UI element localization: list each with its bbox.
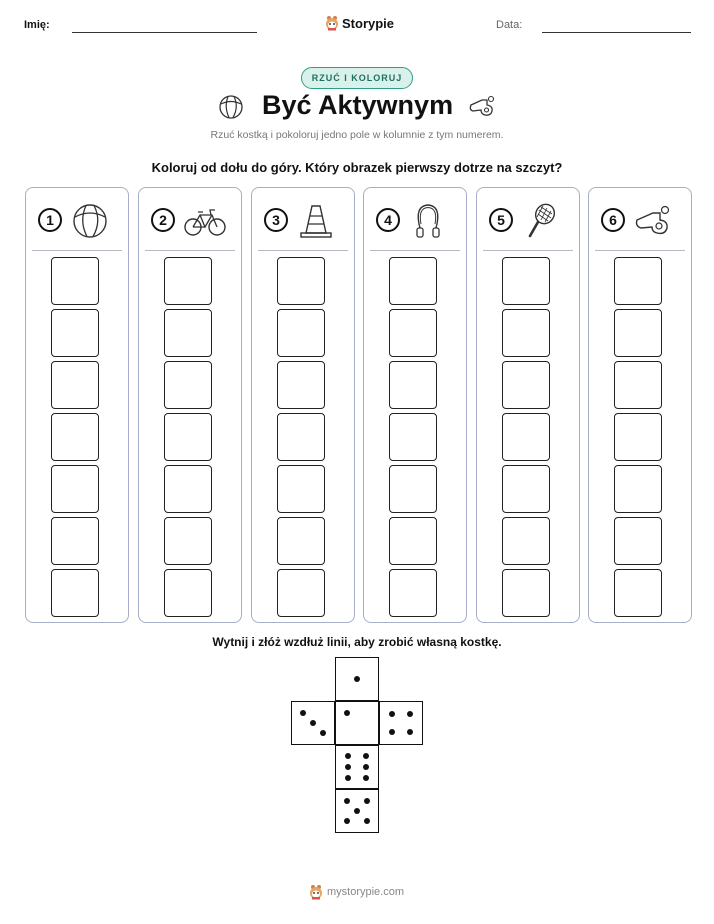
color-cell[interactable]	[51, 517, 99, 565]
color-cell[interactable]	[51, 569, 99, 617]
column-2	[138, 187, 242, 623]
column-4	[363, 187, 467, 623]
beach-ball-icon	[70, 202, 110, 240]
color-cell[interactable]	[277, 257, 325, 305]
color-cell[interactable]	[277, 517, 325, 565]
die-face-6	[335, 745, 379, 789]
pip	[364, 818, 370, 824]
die-face-1	[335, 657, 379, 701]
date-label: Data:	[496, 19, 523, 31]
color-cell[interactable]	[51, 257, 99, 305]
color-cell[interactable]	[614, 413, 662, 461]
traffic-cone-icon	[296, 202, 336, 240]
cut-instruction: Wytnij i złóż wzdłuż linii, aby zrobić własną kostkę.	[212, 635, 502, 649]
color-cell[interactable]	[277, 465, 325, 513]
color-cell[interactable]	[277, 309, 325, 357]
pip	[363, 775, 369, 781]
page-title: Być Aktywnym	[262, 90, 454, 120]
date-line[interactable]	[542, 32, 691, 33]
pip	[345, 775, 351, 781]
pip	[389, 729, 395, 735]
column-3	[251, 187, 355, 623]
name-line[interactable]	[72, 32, 257, 33]
pip	[389, 711, 395, 717]
color-cell[interactable]	[502, 309, 550, 357]
color-cell[interactable]	[502, 517, 550, 565]
color-cell[interactable]	[614, 465, 662, 513]
pip	[363, 764, 369, 770]
brand-name: Storypie	[342, 15, 395, 31]
color-cell[interactable]	[277, 569, 325, 617]
jump-rope-icon	[408, 202, 448, 240]
color-cell[interactable]	[277, 361, 325, 409]
color-cell[interactable]	[164, 361, 212, 409]
instruction: Koloruj od dołu do góry. Który obrazek pierwszy dotrze na szczyt?	[151, 160, 563, 175]
color-cell[interactable]	[51, 309, 99, 357]
color-cell[interactable]	[502, 569, 550, 617]
column-number: 1	[38, 208, 62, 232]
pip	[407, 729, 413, 735]
color-cell[interactable]	[277, 413, 325, 461]
column-5	[476, 187, 580, 623]
pip	[320, 730, 326, 736]
pip	[345, 753, 351, 759]
column-number: 6	[601, 208, 625, 232]
column-number: 5	[489, 208, 513, 232]
activity-badge: RZUĆ I KOLORUJ	[301, 67, 413, 89]
column-1	[25, 187, 129, 623]
color-cell[interactable]	[164, 569, 212, 617]
die-face-1	[335, 701, 379, 745]
column-number: 4	[376, 208, 400, 232]
column-divider	[258, 250, 348, 251]
column-divider	[483, 250, 573, 251]
color-cell[interactable]	[502, 413, 550, 461]
column-divider	[32, 250, 122, 251]
title-row	[0, 88, 714, 126]
color-cell[interactable]	[164, 517, 212, 565]
color-cell[interactable]	[389, 413, 437, 461]
column-divider	[595, 250, 685, 251]
pip	[363, 753, 369, 759]
whistle-icon	[633, 202, 673, 240]
column-divider	[145, 250, 235, 251]
color-cell[interactable]	[164, 413, 212, 461]
pip	[407, 711, 413, 717]
color-cell[interactable]	[51, 361, 99, 409]
pie-mascot-icon	[325, 15, 339, 31]
color-cell[interactable]	[502, 465, 550, 513]
column-number: 3	[264, 208, 288, 232]
footer-url[interactable]: mystorypie.com	[327, 886, 405, 898]
color-cell[interactable]	[614, 569, 662, 617]
die-face-3	[291, 701, 335, 745]
color-cell[interactable]	[389, 309, 437, 357]
color-cell[interactable]	[614, 257, 662, 305]
die-face-4	[379, 701, 423, 745]
pip	[344, 710, 350, 716]
color-cell[interactable]	[389, 569, 437, 617]
pip	[364, 798, 370, 804]
color-cell[interactable]	[502, 257, 550, 305]
pip	[300, 710, 306, 716]
pip	[354, 808, 360, 814]
pip	[310, 720, 316, 726]
color-cell[interactable]	[389, 465, 437, 513]
bicycle-icon	[183, 202, 227, 240]
color-cell[interactable]	[164, 465, 212, 513]
color-cell[interactable]	[51, 465, 99, 513]
tennis-racket-icon	[521, 202, 561, 240]
color-cell[interactable]	[614, 517, 662, 565]
column-divider	[370, 250, 460, 251]
footer	[309, 884, 404, 900]
color-cell[interactable]	[389, 257, 437, 305]
color-cell[interactable]	[614, 361, 662, 409]
beach-ball-icon	[218, 94, 244, 120]
color-cell[interactable]	[502, 361, 550, 409]
color-cell[interactable]	[51, 413, 99, 461]
subtitle: Rzuć kostką i pokoloruj jedno pole w kolumnie z tym numerem.	[210, 129, 504, 141]
column-number: 2	[151, 208, 175, 232]
color-cell[interactable]	[389, 361, 437, 409]
die-face-5	[335, 789, 379, 833]
brand-logo	[325, 12, 394, 34]
whistle-icon	[467, 94, 497, 118]
color-cell[interactable]	[164, 309, 212, 357]
pip	[344, 798, 350, 804]
pip	[354, 676, 360, 682]
pip	[344, 818, 350, 824]
color-cell[interactable]	[614, 309, 662, 357]
name-label: Imię:	[24, 19, 50, 31]
color-cell[interactable]	[389, 517, 437, 565]
pie-mascot-icon	[309, 884, 323, 900]
column-6	[588, 187, 692, 623]
pip	[345, 764, 351, 770]
color-cell[interactable]	[164, 257, 212, 305]
